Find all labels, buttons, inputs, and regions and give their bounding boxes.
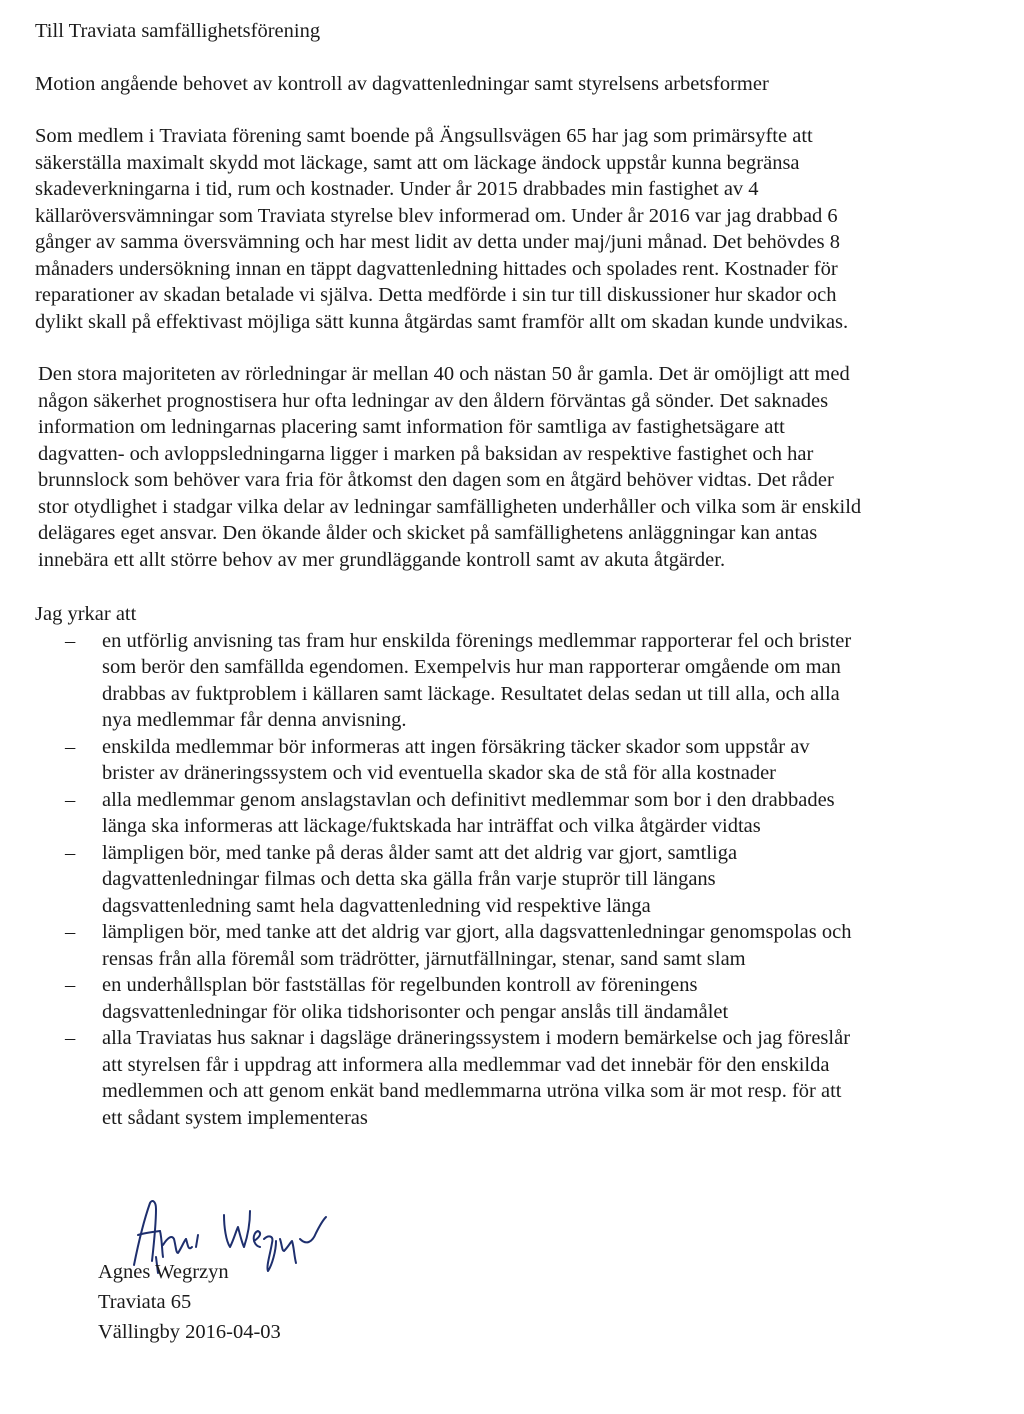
demand-line: dagvattenledningar filmas och detta ska gälla från varje stuprör till längans — [102, 868, 716, 890]
paragraph-pipes — [35, 361, 1005, 573]
demands-list — [35, 628, 1005, 1132]
demand-item — [35, 972, 1005, 1025]
demand-line: länga ska informeras att läckage/fuktskada har inträffat och vilka åtgärder vidtas — [102, 815, 761, 837]
demand-line: drabbas av fuktproblem i källaren samt läckage. Resultatet delas sedan ut till alla, och alla — [102, 682, 840, 705]
dash-bullet: – — [65, 841, 76, 864]
paragraph-line: delägares eget ansvar. Den ökande ålder och skicket på samfällighetens anläggningar kan antas — [38, 522, 818, 544]
sender-details — [98, 1257, 281, 1347]
paragraph-line: dagvatten- och avloppsledningarna ligger i marken på baksidan av respektive fastighet och har — [38, 442, 814, 465]
demand-line: lämpligen bör, med tanke att det aldrig var gjort, alla dagsvattenledningar genomspolas och — [102, 921, 852, 943]
paragraph-line: gånger av samma översvämning och har mest lidit av detta under maj/juni månad. Det behövdes 8 — [35, 231, 840, 253]
sender-address: Traviata 65 — [98, 1291, 192, 1313]
demand-line: nya medlemmar får denna anvisning. — [102, 709, 407, 731]
paragraph-line: Som medlem i Traviata förening samt boende på Ängsullsvägen 65 har jag som primärsyfte att — [35, 125, 813, 147]
demand-item — [35, 628, 1005, 734]
demand-line: lämpligen bör, med tanke på deras ålder samt att det aldrig var gjort, samtliga — [102, 841, 738, 864]
demand-item — [35, 1025, 1005, 1131]
dash-bullet: – — [65, 1027, 76, 1049]
demand-line: alla medlemmar genom anslagstavlan och definitivt medlemmar som bor i den drabbades — [102, 788, 835, 811]
demand-line: brister av dräneringssystem och vid eventuella skador ska de stå för alla kostnader — [102, 762, 777, 784]
demand-line: att styrelsen får i uppdrag att informera alla medlemmar vad det innebär för den enskilda — [102, 1053, 830, 1076]
paragraph-line: källaröversvämningar som Traviata styrelse blev informerad om. Under år 2016 var jag drabbad 6 — [35, 204, 838, 227]
paragraph-background — [35, 123, 1005, 335]
paragraph-line: skadeverkningarna i tid, rum och kostnader. Under år 2015 drabbades min fastighet av 4 — [35, 178, 759, 200]
letter — [35, 18, 1005, 1131]
paragraph-line: Den stora majoriteten av rörledningar är mellan 40 och nästan 50 år gamla. Det är omöjligt att med — [38, 363, 850, 385]
demand-line: som berör den samfällda egendomen. Exempelvis hur man rapporterar omgående om man — [102, 656, 841, 678]
demand-item — [35, 734, 1005, 787]
dash-bullet: – — [65, 788, 76, 811]
demand-item — [35, 919, 1005, 972]
sender-name: Agnes Wegrzyn — [98, 1261, 229, 1283]
demands-intro: Jag yrkar att — [35, 603, 137, 625]
demand-line: dagsvattenledning samt hela dagvattenledning vid respektive länga — [102, 894, 651, 917]
subject-line: Motion angående behovet av kontroll av dagvattenledningar samt styrelsens arbetsformer — [35, 72, 769, 95]
demand-line: enskilda medlemmar bör informeras att ingen försäkring täcker skador som uppstår av — [102, 735, 810, 758]
sender-place-date: Vällingby 2016-04-03 — [98, 1321, 281, 1343]
demand-item — [35, 840, 1005, 920]
demand-line: en underhållsplan bör fastställas för regelbunden kontroll av föreningens — [102, 974, 698, 996]
paragraph-line: brunnslock som behöver vara fria för åtkomst den dagen som en åtgärd behöver vidtas. Det råder — [38, 469, 834, 491]
dash-bullet: – — [65, 629, 76, 652]
paragraph-line: stor otydlighet i stadgar vilka delar av ledningar samfälligheten underhåller och vilka som är enskild — [38, 495, 862, 518]
paragraph-line: information om ledningarnas placering samt information för samtliga av fastighetsägare att — [38, 416, 785, 438]
paragraph-line: innebära ett allt större behov av mer grundläggande kontroll samt av akuta åtgärder. — [38, 548, 726, 571]
demand-line: rensas från alla föremål som trädrötter, järnutfällningar, stenar, sand samt slam — [102, 947, 746, 970]
dash-bullet: – — [65, 974, 76, 996]
demand-item — [35, 787, 1005, 840]
demand-line: ett sådant system implementeras — [102, 1106, 368, 1129]
paragraph-line: säkerställa maximalt skydd mot läckage, samt att om läckage ändock uppstår kunna begränsa — [35, 151, 800, 174]
paragraph-line: någon säkerhet prognostisera hur ofta ledningar av den åldern förväntas gå sönder. Det saknades — [38, 389, 829, 412]
demand-line: medlemmen och att genom enkät band medlemmarna utröna vilka som är mot resp. för att — [102, 1080, 842, 1102]
paragraph-line: månaders undersökning innan en täppt dagvattenledning hittades och spolades rent. Kostnader för — [35, 257, 838, 280]
paragraph-line: dylikt skall på effektivast möjliga sätt kunna åtgärdas samt framför allt om skadan kunde undvikas. — [35, 310, 849, 333]
demand-line: en utförlig anvisning tas fram hur enskilda förenings medlemmar rapporterar fel och brister — [102, 629, 852, 652]
dash-bullet: – — [65, 735, 76, 758]
paragraph-line: reparationer av skadan betalade vi själva. Detta medförde i sin tur till diskussioner hur skador och — [35, 284, 837, 306]
recipient-line: Till Traviata samfällighetsförening — [35, 20, 321, 42]
demand-line: alla Traviatas hus saknar i dagsläge dräneringssystem i modern bemärkelse och jag föreslår — [102, 1027, 851, 1049]
dash-bullet: – — [65, 921, 76, 943]
demand-line: dagsvattenledningar för olika tidshorisonter och pengar anslås till ändamålet — [102, 1000, 729, 1023]
